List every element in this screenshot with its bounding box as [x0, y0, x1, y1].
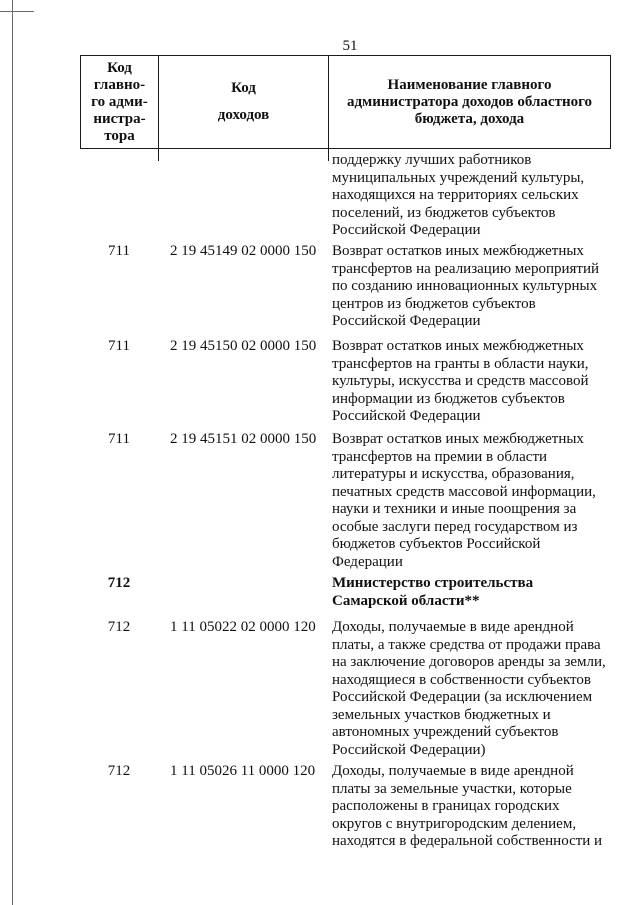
income-name-cell: [332, 338, 607, 426]
admin-code-cell: 711: [108, 431, 130, 447]
admin-code-cell: 712: [107, 619, 131, 635]
name-line: литературы и искусства, образования,: [332, 466, 575, 482]
page-number: 51: [342, 38, 358, 54]
income-code-cell: 1 11 05026 11 0000 120: [170, 763, 316, 779]
income-code-cell: 2 19 45150 02 0000 150: [170, 338, 317, 354]
name-line: платы, а также средства от продажи права: [332, 636, 601, 653]
header-admin-line: тора: [104, 127, 135, 144]
name-line: расположены в границах городских: [332, 798, 560, 814]
name-line: Доходы, получаемые в виде арендной: [332, 619, 574, 635]
header-name-line: Наименование главного: [387, 76, 552, 93]
name-line: поддержку лучших работников: [332, 152, 532, 168]
name-line: Министерство строительства: [332, 575, 534, 591]
name-line: культуры, искусства и средств массовой: [332, 373, 589, 389]
name-line: Российской Федерации: [332, 313, 481, 329]
name-line: особые заслуги перед государством из: [332, 518, 578, 535]
admin-code-cell: 711: [108, 338, 130, 354]
ministry-name-cell: [332, 575, 607, 610]
name-line: Федерации: [332, 553, 403, 570]
name-line: платы за земельные участки, которые: [332, 780, 572, 797]
name-line: науки и техники и иные поощрения за: [332, 501, 577, 517]
name-line: печатных средств массовой информации,: [332, 483, 596, 500]
name-line: трансфертов на премии в области: [332, 448, 548, 465]
name-line: Возврат остатков иных межбюджетных: [332, 431, 584, 447]
income-name-cell: [332, 431, 607, 571]
name-line: округов с внутригородским делением,: [332, 815, 577, 832]
name-line: трансфертов на гранты в области науки,: [332, 355, 589, 372]
admin-code-cell: 712: [107, 575, 131, 591]
name-line: трансфертов на реализацию мероприятий: [332, 260, 600, 277]
name-line: центров из бюджетов субъектов: [332, 295, 536, 312]
name-line: Российской Федерации: [332, 408, 481, 424]
header-admin-line: главно-: [93, 76, 146, 93]
admin-code-cell: 712: [107, 763, 131, 779]
name-line: поселений, из бюджетов субъектов: [332, 204, 556, 221]
name-line: Российской Федерации (за исключением: [332, 689, 593, 705]
name-line: Доходы, получаемые в виде арендной: [332, 763, 574, 779]
header-code-line: Код: [231, 80, 256, 96]
header-income-code: [159, 56, 329, 148]
name-line: находящиеся в собственности субъектов: [332, 671, 591, 688]
name-line: по созданию инновационных культурных: [332, 278, 598, 294]
header-name-line: администратора доходов областного: [346, 93, 593, 110]
table-header: [80, 55, 611, 149]
name-line: Самарской области**: [332, 592, 480, 609]
name-line: информации из бюджетов субъектов: [332, 390, 565, 407]
scan-edge-top-line: [0, 11, 34, 12]
name-line: земельных участков бюджетных и: [332, 706, 551, 723]
name-line: находятся в федеральной собственности и: [332, 833, 603, 849]
income-code-cell: 1 11 05022 02 0000 120: [170, 619, 316, 635]
income-name-cell: [332, 243, 607, 331]
header-code-line: доходов: [217, 107, 270, 123]
column-divider: [158, 149, 159, 161]
name-line: на заключение договоров аренды за земли,: [332, 654, 606, 670]
header-admin-code: [81, 56, 159, 148]
income-name-cell: [332, 763, 607, 851]
name-line: Возврат остатков иных межбюджетных: [332, 338, 584, 354]
name-line: находящихся на территориях сельских: [332, 187, 579, 203]
name-line: Российской Федерации): [332, 741, 486, 758]
header-admin-line: го адми-: [91, 93, 148, 110]
header-admin-line: нистра-: [93, 110, 146, 127]
header-admin-line: Код: [107, 59, 132, 76]
name-line: автономных учреждений субъектов: [332, 724, 559, 740]
column-divider: [328, 149, 329, 161]
income-name-cell: [332, 152, 607, 240]
name-line: муниципальных учреждений культуры,: [332, 169, 585, 186]
scan-edge-left-line: [12, 0, 13, 905]
header-name-line: бюджета, дохода: [414, 110, 525, 127]
header-name: [329, 56, 610, 148]
income-name-cell: [332, 619, 607, 759]
income-code-cell: 2 19 45151 02 0000 150: [170, 431, 317, 447]
name-line: бюджетов субъектов Российской: [332, 536, 541, 552]
name-line: Возврат остатков иных межбюджетных: [332, 243, 584, 259]
income-code-cell: 2 19 45149 02 0000 150: [170, 243, 317, 259]
admin-code-cell: 711: [108, 243, 130, 259]
name-line: Российской Федерации: [332, 222, 481, 238]
